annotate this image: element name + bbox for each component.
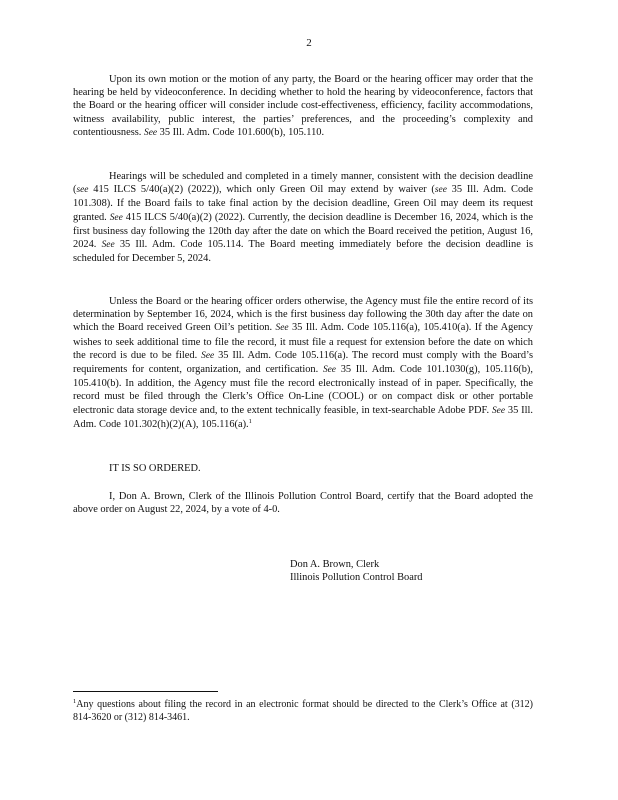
paragraph-text: Hearings will be scheduled and completed in a timely manner, consistent with the decision deadline ( <box>73 171 533 196</box>
paragraph-text: 35 Ill. Adm. Code 101.600(b), 105.110. <box>159 126 325 138</box>
paragraph-text: 35 Ill. Adm. Code 105.116(a), 105.410(a). If the Agency wishes to seek additional time to file the record, it must file a request for extension before the date on which the record is due to be filed. <box>73 322 533 361</box>
citation-signal: See <box>101 240 115 251</box>
signature-organization: Illinois Pollution Control Board <box>290 572 423 584</box>
paragraph-text: 415 ILCS 5/40(a)(2) (2022)), which only Green Oil may extend by waiver ( <box>93 184 435 196</box>
footnote-marker: 1 <box>73 698 77 705</box>
signature-name: Don A. Brown, Clerk <box>290 559 380 570</box>
paragraph-videoconference <box>73 73 533 140</box>
paragraph-text: 35 Ill. Adm. Code 105.114. The Board meeting immediately before the decision deadline is scheduled for December 5, 2024. <box>73 239 533 265</box>
clerk-certification: I, Don A. Brown, Clerk of the Illinois Pollution Control Board, certify that the Board adopted the above order on August 22, 2024, by a vote of 4-0. <box>73 491 533 516</box>
paragraph-decision-deadline <box>73 170 533 265</box>
citation-signal: See <box>491 405 505 416</box>
citation-signal: see <box>76 185 89 196</box>
footnote <box>73 698 533 725</box>
footnote-divider <box>73 691 218 692</box>
citation-signal: See <box>275 323 289 334</box>
order-statement: IT IS SO ORDERED. <box>109 463 201 474</box>
citation-signal: See <box>109 212 123 223</box>
footnote-reference[interactable]: 1 <box>248 417 252 425</box>
citation-signal: See <box>322 365 336 376</box>
footnote-text: Any questions about filing the record in an electronic format should be directed to the Clerk’s Office at (312) 814-3620 or (312) 814-3461. <box>73 699 533 724</box>
citation-signal: see <box>434 185 447 196</box>
page-number: 2 <box>306 37 312 49</box>
paragraph-text: 35 Ill. Adm. Code 101.308). If the Board fails to take final action by the decision deadline, Green Oil may deem its request granted. <box>73 184 533 223</box>
paragraph-text: 35 Ill. Adm. Code 101.302(h)(2)(A), 105.116(a). <box>73 404 533 430</box>
paragraph-text: Upon its own motion or the motion of any party, the Board or the hearing officer may order that the hearing be held by videoconference. In deciding whether to hold the hearing by videoconference, factors that the Board or the hearing officer will consider include cost-effectiveness, efficiency, facility accommodations, witness availability, public interest, the parties’ preferences, and the proceeding’s complexity and contentiousness. <box>73 74 533 138</box>
paragraph-text: Unless the Board or the hearing officer orders otherwise, the Agency must file the entire record of its determination by September 16, 2024, which is the first business day following the 30th day after the date on which the Board received Green Oil’s petition. <box>73 296 533 334</box>
citation-signal: See <box>201 350 215 361</box>
paragraph-text: 35 Ill. Adm. Code 105.116(a). The record must comply with the Board’s requirements for content, organization, and certification. <box>73 349 533 376</box>
paragraph-text: 35 Ill. Adm. Code 101.1030(g), 105.116(b), 105.410(b). In addition, the Agency must file the record electronically instead of in paper. Specifically, the record must be filed through the Clerk’s Office On-Line (COOL) or on compact disk or other portable electronic data storage device and, to the extent technically feasible, in text-searchable Adobe PDF. <box>73 364 533 416</box>
citation-signal: See <box>144 127 158 138</box>
signature-block <box>290 558 423 585</box>
paragraph-agency-record <box>73 295 533 431</box>
paragraph-text: 415 ILCS 5/40(a)(2) (2022). Currently, the decision deadline is December 16, 2024, which is the first business day following the 120th day after the date on which the Board received the petition, August 16, 2024. <box>73 211 533 251</box>
